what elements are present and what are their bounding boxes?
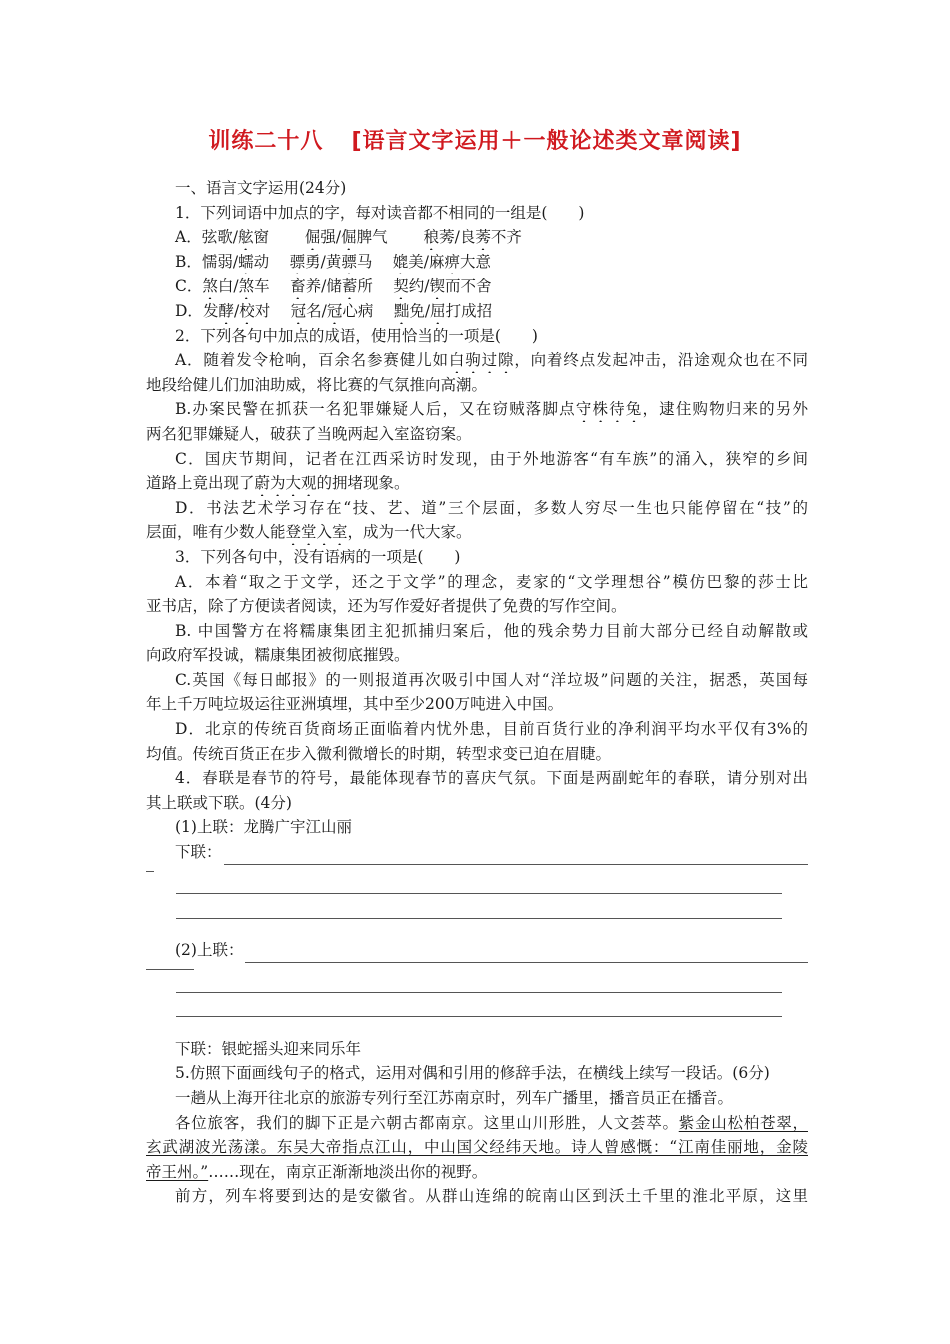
q5-passage-3: 前方，列车将要到达的是安徽省。从群山连绵的皖南山区到沃土千里的淮北平原，这里 (175, 1187, 808, 1206)
q3-stem: 3．下列各句中，没有语病的一项是( ) (175, 547, 461, 566)
q2-option-a-line2: 地段给健儿们加油助威，将比赛的气氛推向高潮。 (146, 375, 488, 394)
answer-line[interactable] (146, 914, 808, 939)
q3-option-d-line2: 均值。传统百货正在步入微利微增长的时期，转型求变已迫在眉睫。 (146, 744, 612, 763)
q4-pair2-lower: 下联：银蛇摇头迎来同乐年 (175, 1039, 362, 1058)
q3-option-b-line2: 向政府军投诚，糯康集团被彻底摧毁。 (146, 646, 410, 665)
q5-passage-2-line1: 各位旅客，我们的脚下正是六朝古都南京。这里山川形胜，人文荟萃。紫金山松柏苍翠， (175, 1113, 808, 1132)
document-body (146, 176, 808, 1209)
page-title (0, 124, 950, 155)
q4-pair1-upper: (1)上联：龙腾广宇江山丽 (175, 818, 352, 837)
q4-stem-line1: 4．春联是春节的符号，最能体现春节的喜庆气氛。下面是两副蛇年的春联，请分别对出 (175, 769, 808, 788)
q2-option-c-line2: 道路上竟出现了蔚为大观的拥堵现象。 (146, 474, 410, 493)
q3-option-c-line2: 年上千万吨垃圾运往亚洲填埋，其中至少200万吨进入中国。 (146, 695, 564, 714)
q4-pair1-lower-blank[interactable] (146, 840, 808, 865)
q3-option-a-line1: A．本着“取之于文学，还之于文学”的理念，麦家的“文学理想谷”模仿巴黎的莎士比 (175, 572, 808, 591)
q4-stem-line2: 其上联或下联。(4分) (146, 793, 292, 812)
q4-pair2-upper-blank[interactable] (146, 938, 808, 963)
answer-line[interactable] (146, 988, 808, 1013)
answer-line[interactable] (146, 963, 808, 988)
q5-passage-2-line2: 玄武湖波光荡漾。东吴大帝指点江山，中山国父经纬天地。诗人曾感慨：“江南佳丽地，金陵 (146, 1138, 808, 1157)
q2-stem: 2．下列各句中加点的成语，使用恰当的一项是( ) (175, 326, 538, 345)
q1-option-b: B．懦弱/蠕动 骠勇/黄骠马 媲美/麻痹大意 (175, 252, 492, 271)
q2-option-d-line1: D．书法艺术学习存在“技、艺、道”三个层面，多数人穷尽一生也只能停留在“技”的 (175, 498, 808, 517)
title-sub: [语言文字运用＋一般论述类文章阅读] (351, 129, 742, 154)
q1-option-a: A．弦歌/舷窗 倔强/倔脾气 稂莠/良莠不齐 (175, 228, 522, 247)
q5-stem: 5.仿照下面画线句子的格式，运用对偶和引用的修辞手法，在横线上续写一段话。(6分) (175, 1064, 770, 1083)
q3-option-d-line1: D．北京的传统百货商场正面临着内忧外患，目前百货行业的净利润平均水平仅有3%的 (175, 720, 808, 739)
q3-option-c-line1: C.英国《每日邮报》的一则报道再次吸引中国人对“洋垃圾”问题的关注，据悉，英国每 (175, 670, 808, 689)
q3-option-a-line2: 亚书店，除了方便读者阅读，还为写作爱好者提供了免费的写作空间。 (146, 597, 627, 616)
q4-pair2-upper-label: (2)上联： (175, 941, 244, 960)
q5-passage-2-line3: 帝王州。”……现在，南京正渐渐地淡出你的视野。 (146, 1162, 488, 1181)
section-heading: 一、语言文字运用(24分) (175, 179, 347, 197)
q2-option-b-line1: B.办案民警在抓获一名犯罪嫌疑人后，又在窃贼落脚点守株待兔，逮住购物归来的另外 (175, 400, 808, 419)
q3-option-b-line1: B. 中国警方在将糯康集团主犯抓捕归案后，他的残余势力目前大部分已经自动解散或 (175, 621, 808, 640)
title-main: 训练二十八 (208, 129, 324, 154)
q5-passage-1: 一趟从上海开往北京的旅游专列行至江苏南京时，列车广播里，播音员正在播音。 (175, 1088, 734, 1107)
q2-option-c-line1: C．国庆节期间，记者在江西采访时发现，由于外地游客“有车族”的涌入，狭窄的乡间 (175, 449, 808, 468)
q2-option-a-line1: A．随着发令枪响，百余名参赛健儿如白驹过隙，向着终点发起冲击，沿途观众也在不同 (175, 351, 808, 370)
q4-pair1-lower-label: 下联： (175, 843, 222, 862)
q2-option-d-line2: 层面，唯有少数人能登堂入室，成为一代大家。 (146, 523, 472, 542)
q1-option-c: C．煞白/煞车 畜养/储蓄所 契约/锲而不舍 (175, 277, 492, 296)
answer-line[interactable] (146, 889, 808, 914)
answer-line[interactable] (146, 865, 808, 890)
q2-option-b-line2: 两名犯罪嫌疑人，破获了当晚两起入室盗窃案。 (146, 424, 472, 443)
q1-option-d: D．发酵/校对 冠名/冠心病 黜免/屈打成招 (175, 301, 493, 320)
answer-line[interactable] (146, 1012, 808, 1037)
q1-stem: 1．下列词语中加点的字，每对读音都不相同的一组是( ) (175, 203, 585, 222)
